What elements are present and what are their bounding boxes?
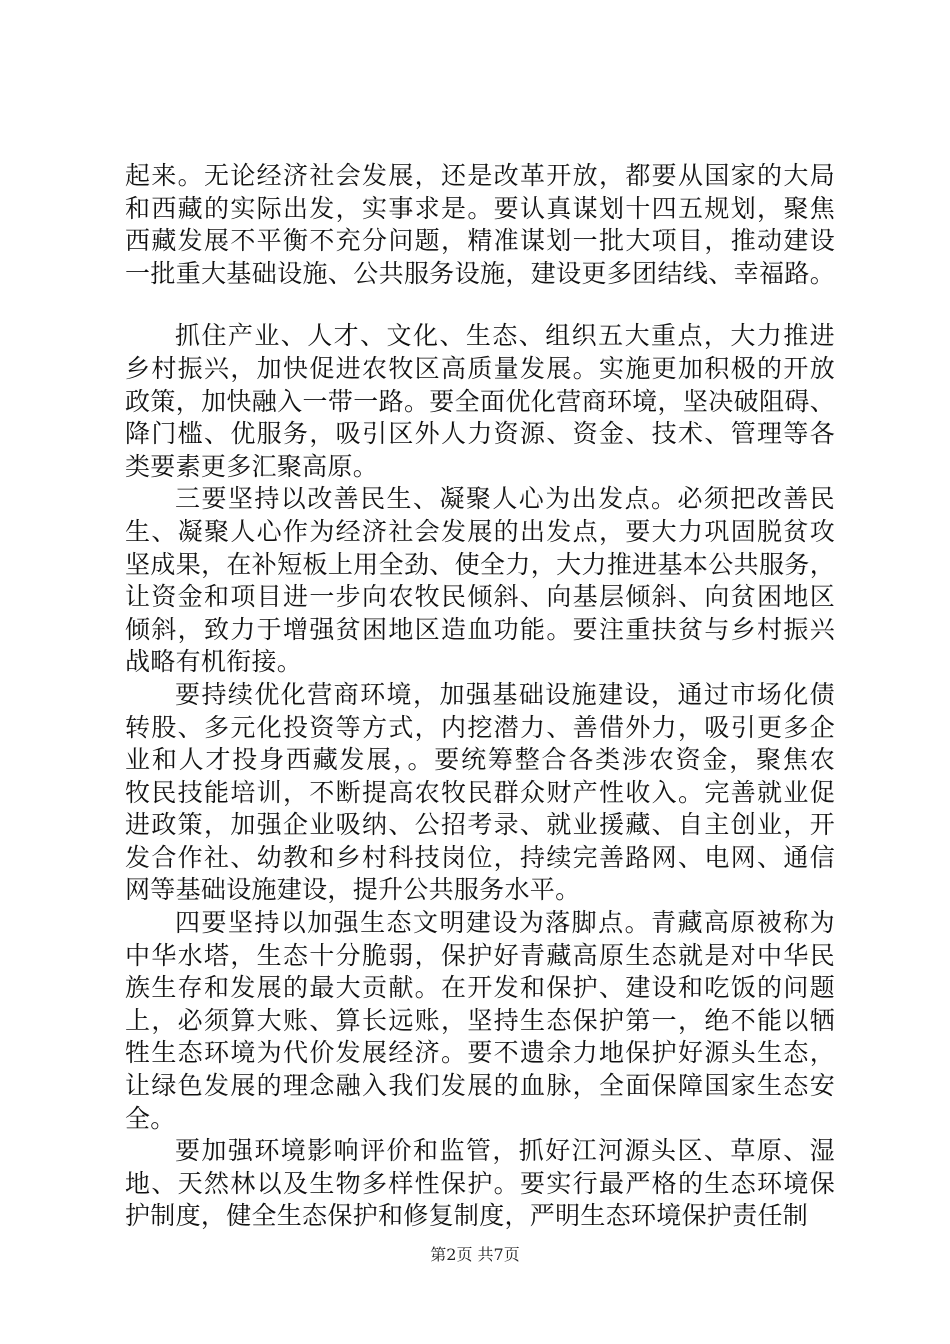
paragraph	[125, 160, 835, 290]
paragraph-line: 倾斜，致力于增强贫困地区造血功能。要注重扶贫与乡村振兴	[125, 614, 835, 644]
paragraph-line: 和西藏的实际出发，实事求是。要认真谋划十四五规划，聚焦	[125, 193, 835, 223]
paragraph-line: 让资金和项目进一步向农牧民倾斜、向基层倾斜、向贫困地区	[125, 582, 835, 612]
paragraph-line: 牧民技能培训，不断提高农牧民群众财产性收入。完善就业促	[125, 777, 835, 807]
paragraph-line: 牲生态环境为代价发展经济。要不遗余力地保护好源头生态，	[125, 1038, 835, 1068]
paragraph-line: 中华水塔，生态十分脆弱，保护好青藏高原生态就是对中华民	[125, 940, 835, 970]
paragraph-line: 要持续优化营商环境，加强基础设施建设，通过市场化债	[175, 679, 835, 709]
paragraph-line: 业和人才投身西藏发展，。要统筹整合各类涉农资金，聚焦农	[125, 745, 835, 775]
paragraph-line: 转股、多元化投资等方式，内挖潜力、善借外力，吸引更多企	[125, 712, 835, 742]
paragraph-line: 战略有机衔接。	[125, 647, 303, 677]
paragraph-line: 一批重大基础设施、公共服务设施，建设更多团结线、幸福路。	[125, 258, 835, 288]
document-body	[125, 160, 835, 1233]
paragraph-line: 抓住产业、人才、文化、生态、组织五大重点，大力推进	[175, 321, 835, 351]
paragraph-line: 族生存和发展的最大贡献。在开发和保护、建设和吃饭的问题	[125, 973, 835, 1003]
paragraph-line: 降门槛、优服务，吸引区外人力资源、资金、技术、管理等各	[125, 419, 835, 449]
paragraph-line: 要加强环境影响评价和监管，抓好江河源头区、草原、湿	[175, 1136, 835, 1166]
paragraph	[125, 1135, 835, 1233]
paragraph-line: 政策，加快融入一带一路。要全面优化营商环境，坚决破阻碍、	[125, 386, 835, 416]
paragraph-line: 三要坚持以改善民生、凝聚人心为出发点。必须把改善民	[175, 484, 835, 514]
paragraph-line: 乡村振兴，加快促进农牧区高质量发展。实施更加积极的开放	[125, 353, 835, 383]
paragraph	[125, 679, 835, 907]
paragraph-line: 起来。无论经济社会发展，还是改革开放，都要从国家的大局	[125, 161, 835, 190]
paragraph-line: 坚成果，在补短板上用全劲、使全力，大力推进基本公共服务，	[125, 549, 835, 579]
paragraph-line: 地、天然林以及生物多样性保护。要实行最严格的生态环境保	[125, 1168, 835, 1198]
paragraph-line: 护制度，健全生态保护和修复制度，严明生态环境保护责任制	[125, 1201, 809, 1231]
paragraph-line: 全。	[125, 1103, 176, 1133]
paragraph-line: 发合作社、幼教和乡村科技岗位，持续完善路网、电网、通信	[125, 842, 835, 872]
paragraph-gap	[125, 290, 835, 320]
paragraph-line: 生、凝聚人心作为经济社会发展的出发点，要大力巩固脱贫攻	[125, 516, 835, 546]
paragraph-line: 类要素更多汇聚高原。	[125, 451, 379, 481]
paragraph	[125, 483, 835, 679]
paragraph-line: 四要坚持以加强生态文明建设为落脚点。青藏高原被称为	[175, 908, 835, 938]
paragraph	[125, 907, 835, 1135]
paragraph-line: 进政策，加强企业吸纳、公招考录、就业援藏、自主创业，开	[125, 810, 835, 840]
paragraph-line: 西藏发展不平衡不充分问题，精准谋划一批大项目，推动建设	[125, 226, 835, 256]
paragraph-line: 网等基础设施建设，提升公共服务水平。	[125, 875, 581, 905]
paragraph-line: 上，必须算大账、算长远账，坚持生态保护第一，绝不能以牺	[125, 1005, 835, 1035]
paragraph-line: 让绿色发展的理念融入我们发展的血脉，全面保障国家生态安	[125, 1071, 835, 1101]
paragraph	[125, 320, 835, 483]
page-footer: 第2页 共7页	[430, 1245, 520, 1264]
